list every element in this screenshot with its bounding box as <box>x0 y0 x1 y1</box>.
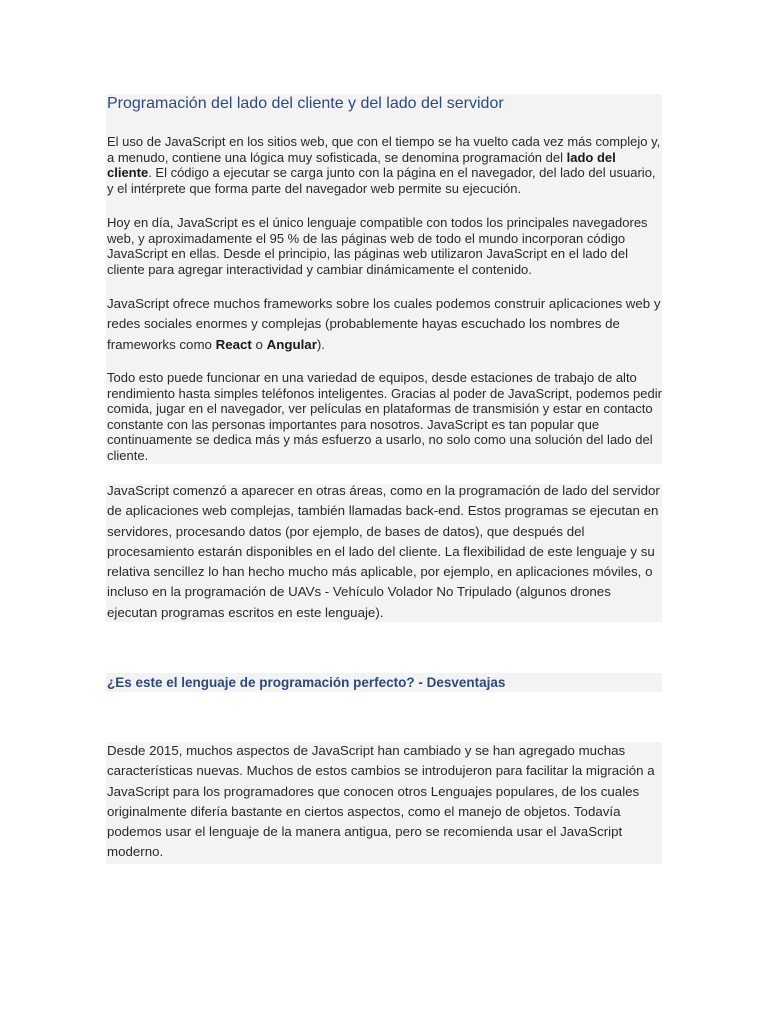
section-heading: ¿Es este el lenguaje de programación perfecto? - Desventajas <box>107 675 506 690</box>
paragraph-1: El uso de JavaScript en los sitios web, que con el tiempo se ha vuelto cada vez más complejo y, a menudo, contiene una lógica muy sofisticada, se denomina programación del lado del cliente. El código a ejecutar se carga junto con la página en el navegador, del lado del usuario, y el intérprete que forma parte del navegador web permite su ejecución. <box>107 134 661 196</box>
paragraph-4: Todo esto puede funcionar en una variedad de equipos, desde estaciones de trabajo de alto rendimiento hasta simples teléfonos inteligentes. Gracias al poder de JavaScript, podemos pedir comida, jugar en el navegador, ver películas en plataformas de transmisión y estar en contacto constante con las personas importantes para nosotros. JavaScript es tan popular que continuamente se dedica más y más esfuerzo a usarlo, no solo como una solución del lado del cliente. <box>107 370 662 463</box>
paragraph-6: Desde 2015, muchos aspectos de JavaScript han cambiado y se han agregado muchas características nuevas. Muchos de estos cambios se introdujeron para facilitar la migración a JavaScript para los programadores que conocen otros Lenguajes populares, de los cuales originalmente difería bastante en ciertos aspectos, como el manejo de objetos. Todavía podemos usar el lenguaje de la manera antigua, pero se recomienda usar el JavaScript moderno. <box>107 743 655 860</box>
paragraph-2: Hoy en día, JavaScript es el único lenguaje compatible con todos los principales navegadores web, y aproximadamente el 95 % de las páginas web de todo el mundo incorporan código JavaScript en ellas. Desde el principio, las páginas web utilizaron JavaScript en el lado del cliente para agregar interactividad y cambiar dinámicamente el contenido. <box>107 215 648 277</box>
bold-angular: Angular <box>266 336 317 352</box>
paragraph-5: JavaScript comenzó a aparecer en otras áreas, como en la programación de lado del servidor de aplicaciones web complejas, también llamadas back-end. Estos programas se ejecutan en servidores, procesando datos (por ejemplo, de bases de datos), que después del procesamiento estarán disponibles en el lado del cliente. La flexibilidad de este lenguaje y su relativa sencillez lo han hecho mucho más aplicable, por ejemplo, en aplicaciones móviles, o incluso en la programación de UAVs - Vehículo Volador No Tripulado (algunos drones ejecutan programas escritos en este lenguaje). <box>107 483 660 620</box>
bold-lado-del-cliente: lado del cliente <box>107 149 616 181</box>
paragraph-3: JavaScript ofrece muchos frameworks sobre los cuales podemos construir aplicaciones web y redes sociales enormes y complejas (probablemente hayas escuchado los nombres de frameworks como React o Angular). <box>107 296 661 352</box>
bold-react: React <box>215 336 252 352</box>
page-title: Programación del lado del cliente y del lado del servidor <box>107 95 504 112</box>
